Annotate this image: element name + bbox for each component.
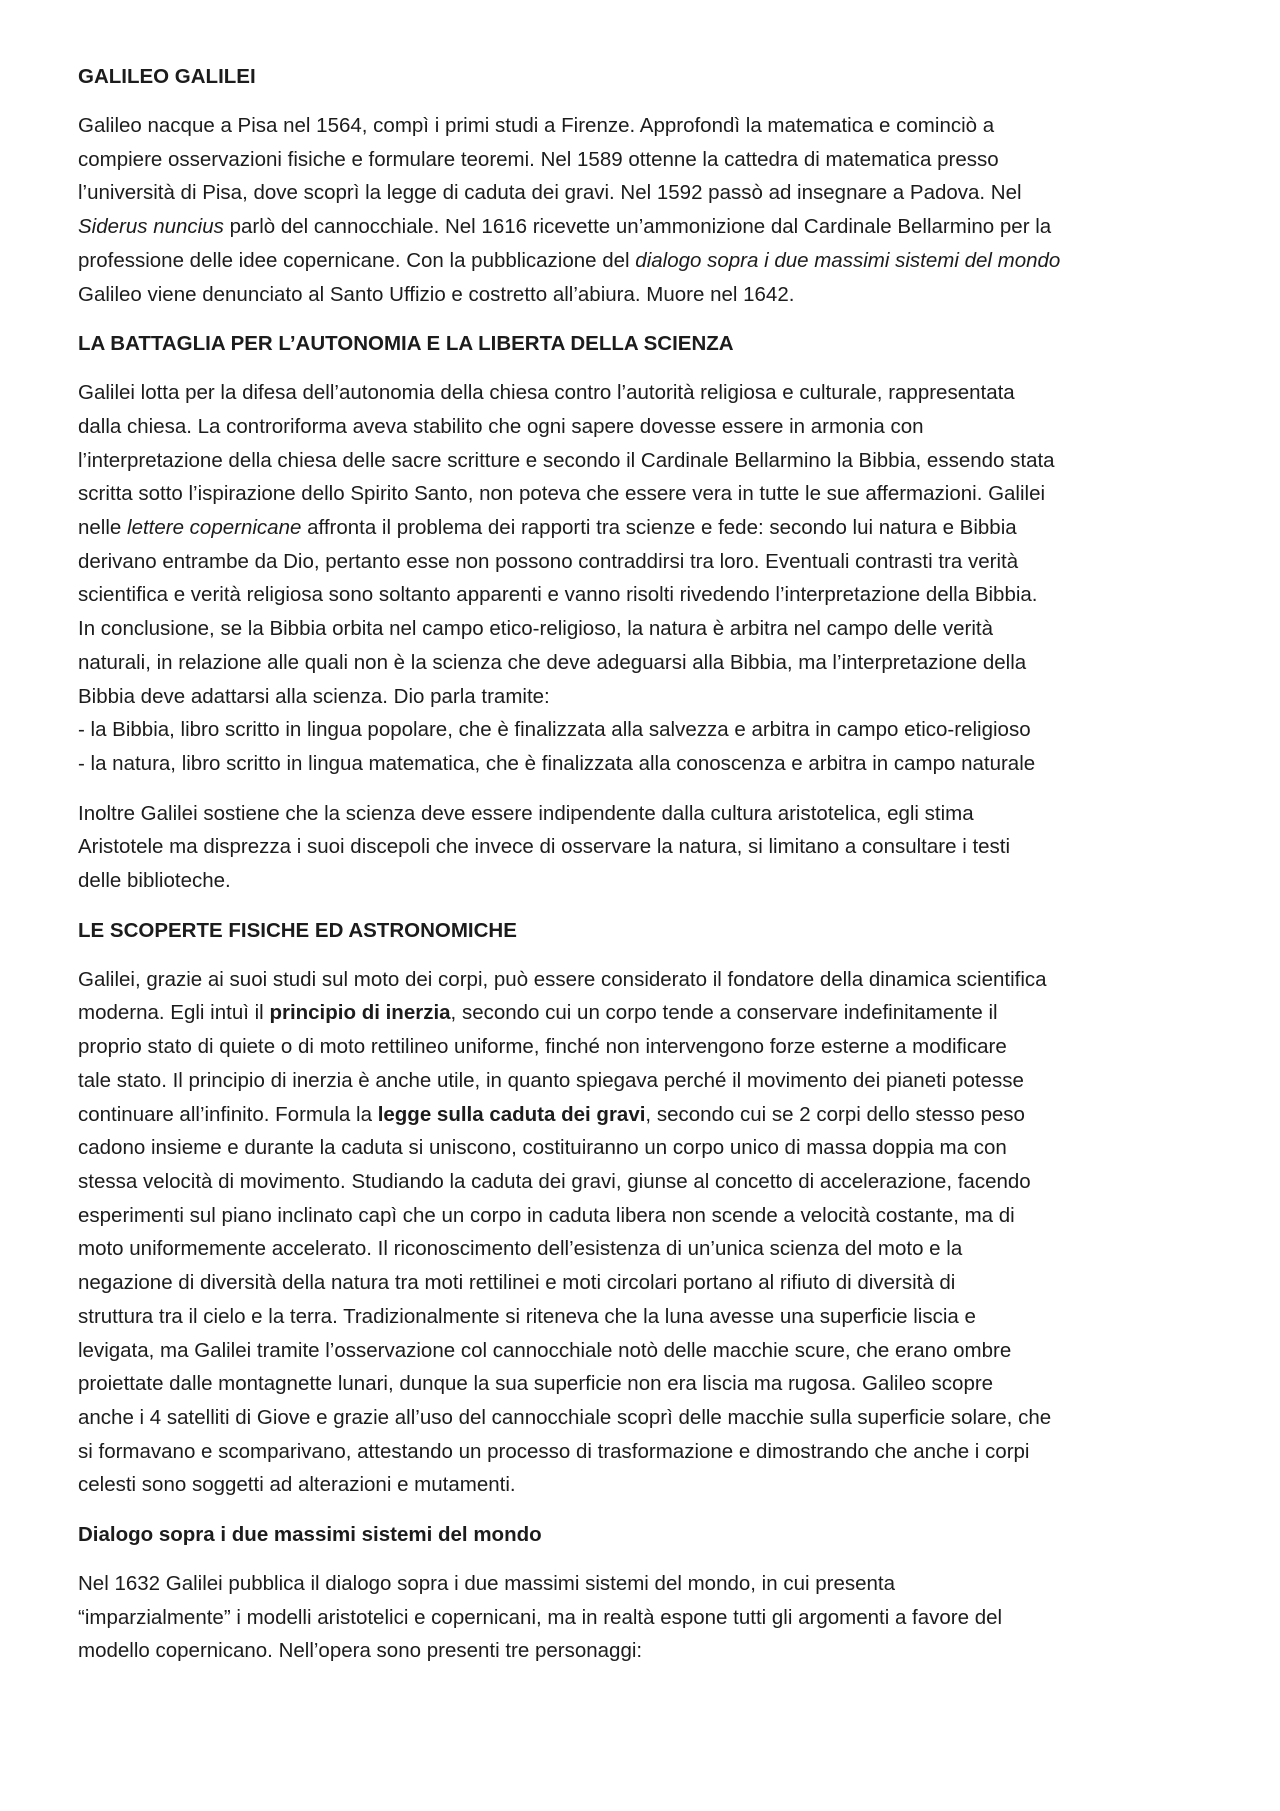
text-run: , secondo cui se 2 corpi dello stesso peso [645, 1102, 1025, 1126]
text-run: proiettate dalle montagnette lunari, dunque la sua superficie non era liscia ma rugosa. Galileo scopre [78, 1372, 994, 1396]
text-line [78, 996, 1194, 1030]
text-line [78, 1165, 1194, 1199]
text-line [78, 1634, 1194, 1668]
paragraph [78, 963, 1194, 1502]
text-line [78, 1435, 1194, 1469]
text-line [78, 1199, 1194, 1233]
text-run: In conclusione, se la Bibbia orbita nel campo etico-religioso, la natura è arbitra nel campo delle verità [78, 617, 994, 641]
text-line [78, 210, 1194, 244]
text-line [78, 176, 1194, 210]
text-run: Nel 1632 Galilei pubblica il dialogo sopra i due massimi sistemi del mondo, in cui presenta [78, 1572, 896, 1596]
section-heading: LA BATTAGLIA PER L’AUTONOMIA E LA LIBERTA DELLA SCIENZA [78, 332, 734, 356]
document-section [78, 60, 1194, 311]
document-body [78, 60, 1194, 1668]
text-line [78, 713, 1194, 747]
text-line [78, 747, 1194, 781]
italic-title: dialogo sopra i due massimi sistemi del mondo [635, 248, 1061, 272]
section-heading: Dialogo sopra i due massimi sistemi del mondo [78, 1523, 542, 1547]
text-run: Galileo viene denunciato al Santo Uffizio e costretto all’abiura. Muore nel 1642. [78, 282, 795, 306]
text-run: nelle [78, 516, 128, 540]
text-line [78, 1064, 1194, 1098]
text-line [78, 864, 1194, 898]
document-section [78, 914, 1194, 1502]
text-run: derivano entrambe da Dio, pertanto esse non possono contraddirsi tra loro. Eventuali contrasti tra verità [78, 549, 1019, 573]
text-run: - la Bibbia, libro scritto in lingua popolare, che è finalizzata alla salvezza e arbitra in campo etico-religioso [78, 718, 1031, 742]
text-run: celesti sono soggetti ad alterazioni e mutamenti. [78, 1473, 516, 1497]
text-run: affronta il problema dei rapporti tra scienze e fede: secondo lui natura e Bibbia [301, 516, 1017, 540]
text-run: dalla chiesa. La controriforma aveva stabilito che ogni sapere dovesse essere in armonia con [78, 414, 924, 438]
text-run: Bibbia deve adattarsi alla scienza. Dio parla tramite: [78, 684, 550, 708]
text-line [78, 680, 1194, 714]
text-line [78, 109, 1194, 143]
text-run: continuare all’infinito. Formula la [78, 1102, 378, 1126]
text-line [78, 797, 1194, 831]
text-run: stessa velocità di movimento. Studiando la caduta dei gravi, giunse al concetto di accelerazione, facendo [78, 1169, 1031, 1193]
text-run: levigata, ma Galilei tramite l’osservazione col cannocchiale notò delle macchie scure, che erano ombre [78, 1338, 1012, 1362]
text-run: parlò del cannocchiale. Nel 1616 ricevette un’ammonizione dal Cardinale Bellarmino per la [223, 215, 1052, 239]
text-run: , secondo cui un corpo tende a conservare indefinitamente il [450, 1001, 998, 1025]
text-run: anche i 4 satelliti di Giove e grazie all’uso del cannocchiale scoprì delle macchie sulla superficie solare, che [78, 1405, 1052, 1429]
text-run: si formavano e scomparivano, attestando un processo di trasformazione e dimostrando che anche i corpi [78, 1439, 1030, 1463]
text-line [78, 143, 1194, 177]
text-line [78, 1567, 1194, 1601]
text-run: tale stato. Il principio di inerzia è anche utile, in quanto spiegava perché il movimento dei pianeti potesse [78, 1068, 1024, 1092]
document-page [78, 60, 1194, 1684]
text-line [78, 578, 1194, 612]
text-run: delle biblioteche. [78, 869, 231, 893]
text-line [78, 376, 1194, 410]
text-line [78, 1334, 1194, 1368]
text-line [78, 511, 1194, 545]
text-run: Galilei, grazie ai suoi studi sul moto dei corpi, può essere considerato il fondatore della dinamica scientifica [78, 967, 1047, 991]
document-section [78, 1518, 1194, 1668]
text-line [78, 612, 1194, 646]
text-run: cadono insieme e durante la caduta si uniscono, costituiranno un corpo unico di massa doppia ma con [78, 1136, 1007, 1160]
text-run: compiere osservazioni fisiche e formulare teoremi. Nel 1589 ottenne la cattedra di matematica presso [78, 147, 999, 171]
text-line [78, 1300, 1194, 1334]
text-line [78, 1098, 1194, 1132]
italic-title: lettere copernicane [127, 516, 302, 540]
text-run: l’interpretazione della chiesa delle sacre scritture e secondo il Cardinale Bellarmino la Bibbia, essendo stata [78, 448, 1055, 472]
text-run: naturali, in relazione alle quali non è la scienza che deve adeguarsi alla Bibbia, ma l’interpretazione della [78, 650, 1027, 674]
document-section [78, 327, 1194, 898]
text-run: scritta sotto l’ispirazione dello Spirito Santo, non poteva che essere vera in tutte le sue affermazioni. Galilei [78, 482, 1046, 506]
text-line [78, 963, 1194, 997]
paragraph [78, 1567, 1194, 1668]
text-run: Aristotele ma disprezza i suoi discepoli che invece di osservare la natura, si limitano a consultare i testi [78, 835, 1011, 859]
text-run: proprio stato di quiete o di moto rettilineo uniforme, finché non intervengono forze esterne a modificare [78, 1035, 1007, 1059]
text-run: modello copernicano. Nell’opera sono presenti tre personaggi: [78, 1639, 643, 1663]
text-line [78, 477, 1194, 511]
paragraph [78, 376, 1194, 780]
text-line [78, 1601, 1194, 1635]
paragraph [78, 109, 1194, 311]
paragraph [78, 797, 1194, 898]
text-line [78, 1468, 1194, 1502]
text-run: struttura tra il cielo e la terra. Tradizionalmente si riteneva che la luna avesse una superficie liscia e [78, 1304, 976, 1328]
text-line [78, 1401, 1194, 1435]
text-line [78, 1367, 1194, 1401]
text-line [78, 830, 1194, 864]
text-run: Galilei lotta per la difesa dell’autonomia della chiesa contro l’autorità religiosa e culturale, rappresentata [78, 381, 1015, 405]
text-run: negazione di diversità della natura tra moti rettilinei e moti circolari portano al rifiuto di diversità di [78, 1271, 956, 1295]
text-run: moto uniformemente accelerato. Il riconoscimento dell’esistenza di un’unica scienza del moto e la [78, 1237, 963, 1261]
text-run: professione delle idee copernicane. Con la pubblicazione del [78, 248, 636, 272]
text-run: Inoltre Galilei sostiene che la scienza deve essere indipendente dalla cultura aristotelica, egli stima [78, 801, 974, 825]
text-line [78, 410, 1194, 444]
text-line [78, 545, 1194, 579]
section-heading: GALILEO GALILEI [78, 65, 256, 88]
text-run: scientifica e verità religiosa sono soltanto apparenti e vanno risolti rivedendo l’interpretazione della Bibbia. [78, 583, 1038, 607]
text-line [78, 1266, 1194, 1300]
text-line [78, 444, 1194, 478]
text-run: moderna. Egli intuì il [78, 1001, 270, 1025]
bold-term: principio di inerzia [269, 1001, 451, 1025]
text-run: esperimenti sul piano inclinato capì che un corpo in caduta libera non scende a velocità costante, ma di [78, 1203, 1015, 1227]
text-line [78, 278, 1194, 312]
text-run: “imparzialmente” i modelli aristotelici e copernicani, ma in realtà espone tutti gli argomenti a favore del [78, 1605, 1003, 1629]
text-line [78, 1030, 1194, 1064]
text-run: l’università di Pisa, dove scoprì la legge di caduta dei gravi. Nel 1592 passò ad insegnare a Padova. Nel [78, 181, 1022, 205]
text-run: Galileo nacque a Pisa nel 1564, compì i primi studi a Firenze. Approfondì la matematica e cominciò a [78, 114, 995, 137]
text-line [78, 1232, 1194, 1266]
section-heading: LE SCOPERTE FISICHE ED ASTRONOMICHE [78, 918, 517, 942]
bold-term: legge sulla caduta dei gravi [377, 1102, 646, 1126]
text-line [78, 1131, 1194, 1165]
text-line [78, 646, 1194, 680]
text-run: - la natura, libro scritto in lingua matematica, che è finalizzata alla conoscenza e arbitra in campo naturale [78, 751, 1036, 775]
text-line [78, 244, 1194, 278]
italic-title: Siderus nuncius [78, 215, 224, 239]
